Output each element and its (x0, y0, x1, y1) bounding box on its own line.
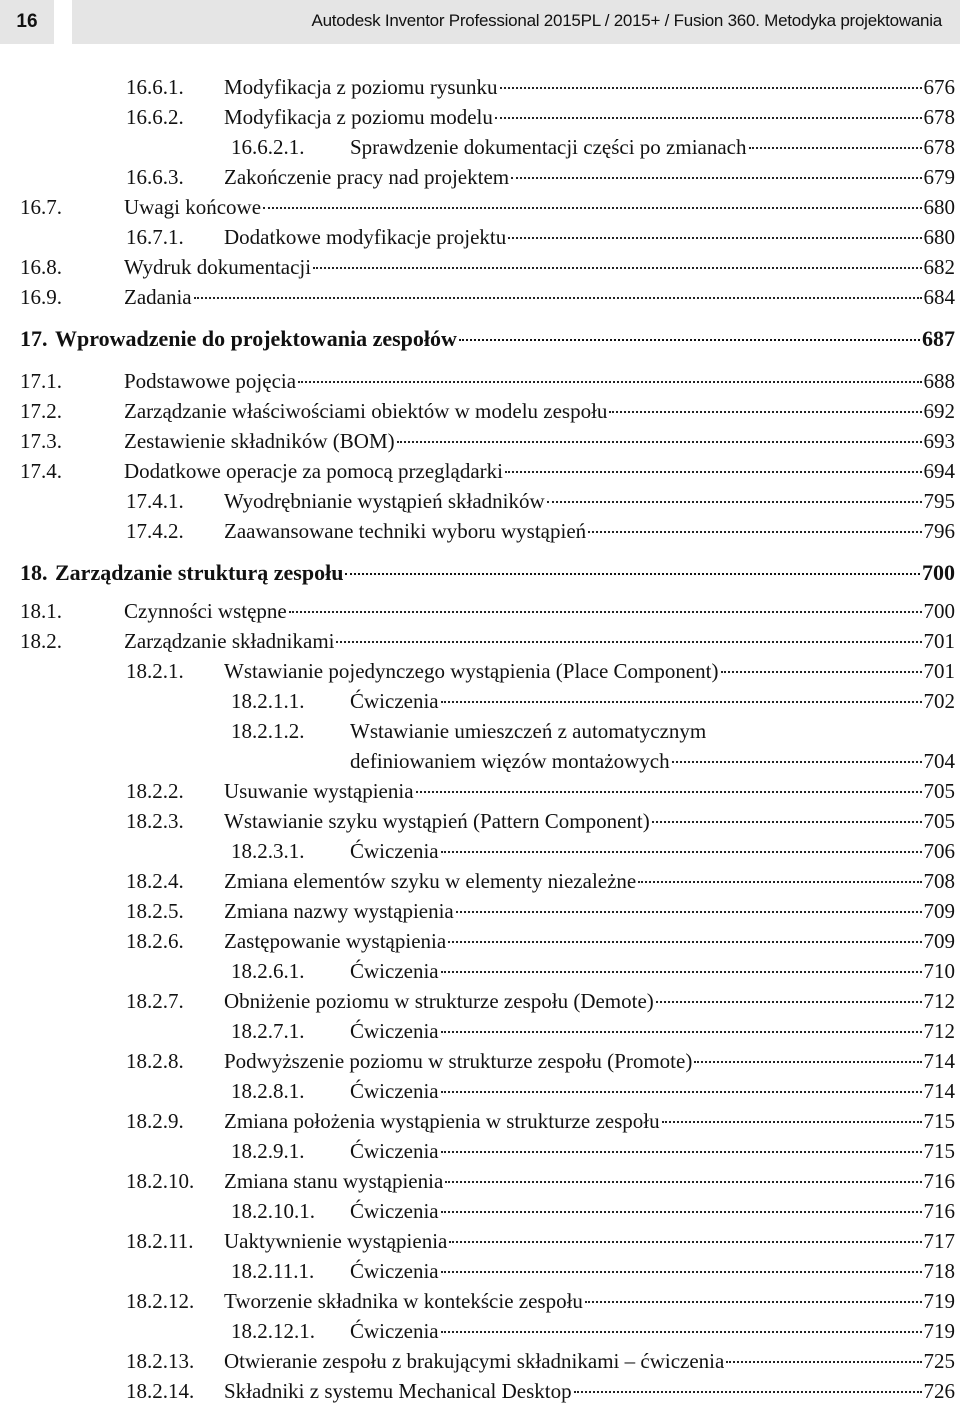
toc-entry-title: Czynności wstępne (124, 599, 287, 623)
toc-page-number: 719 (923, 1319, 955, 1343)
toc-entry (20, 596, 955, 626)
dot-leader (495, 117, 922, 119)
toc-entry-number: 18.2.7. (126, 989, 184, 1013)
toc-entry-title: Ćwiczenia (350, 1199, 439, 1223)
dot-leader (449, 1241, 921, 1243)
toc-entry (126, 1346, 955, 1376)
toc-entry (20, 192, 955, 222)
toc-page-number: 708 (923, 869, 955, 893)
dot-leader (588, 531, 921, 533)
toc-entry-title: Zarządzanie składnikami (124, 629, 335, 653)
dot-leader (263, 207, 921, 209)
toc-entry (126, 162, 955, 192)
toc-entry-title: Zmiana położenia wystąpienia w strukturze zespołu (224, 1109, 660, 1133)
dot-leader (500, 87, 922, 89)
toc-entry-title: Wprowadzenie do projektowania zespołów (55, 326, 457, 351)
toc-entry-number: 18.1. (20, 599, 62, 623)
toc-entry-number: 18.2.3. (126, 809, 184, 833)
toc-entry-title: Ćwiczenia (350, 1139, 439, 1163)
dot-leader (585, 1301, 922, 1303)
toc-entry (126, 486, 955, 516)
toc-entry-number: 18.2.4. (126, 869, 184, 893)
toc-entry (126, 1226, 955, 1256)
toc-entry-title: Zarządzanie strukturą zespołu (55, 560, 344, 585)
toc-entry-title: Zastępowanie wystąpienia (224, 929, 447, 953)
toc-entry-number: 18.2.6. (126, 929, 184, 953)
dot-leader (505, 471, 922, 473)
toc-entry-title: Wstawianie szyku wystąpień (Pattern Component) (224, 809, 650, 833)
toc-entry-number: 16.6.3. (126, 165, 184, 189)
toc-entry-title: Zestawienie składników (BOM) (124, 429, 395, 453)
toc-entry-number: 17.1. (20, 369, 62, 393)
toc-entry-number: 17.2. (20, 399, 62, 423)
dot-leader (749, 147, 922, 149)
dot-leader (441, 971, 922, 973)
toc-page-number: 687 (922, 326, 955, 351)
toc-entry-title: Dodatkowe modyfikacje projektu (224, 225, 507, 249)
toc-entry-number: 18.2.8.1. (231, 1079, 305, 1103)
toc-entry (231, 716, 955, 746)
toc-chapter-entry (20, 324, 955, 354)
toc-page-number: 709 (923, 929, 955, 953)
toc-page-number: 678 (923, 135, 955, 159)
toc-page-number: 714 (923, 1049, 955, 1073)
toc-page-number: 706 (923, 839, 955, 863)
toc-entry-number: 17.4. (20, 459, 62, 483)
dot-leader (345, 573, 920, 575)
toc-entry-continuation (350, 746, 955, 776)
toc-entry-title: Zaawansowane techniki wyboru wystąpień (224, 519, 587, 543)
toc-entry-title: Dodatkowe operacje za pomocą przeglądarki (124, 459, 503, 483)
toc-page-number: 680 (923, 225, 955, 249)
toc-entry-number: 18.2.13. (126, 1349, 195, 1373)
toc-entry (126, 222, 955, 252)
toc-entry-title: Wyodrębnianie wystąpień składników (224, 489, 545, 513)
page-header (0, 0, 960, 44)
toc-entry-number: 18.2.12. (126, 1289, 195, 1313)
toc-entry-title: Ćwiczenia (350, 839, 439, 863)
toc-page-number: 678 (923, 105, 955, 129)
toc-entry-title: Zarządzanie właściwościami obiektów w modelu zespołu (124, 399, 608, 423)
toc-entry (126, 1376, 955, 1406)
toc-entry (126, 896, 955, 926)
toc-entry-title: Podstawowe pojęcia (124, 369, 297, 393)
dot-leader (459, 339, 920, 341)
toc-entry (231, 956, 955, 986)
dot-leader (609, 411, 921, 413)
dot-leader (397, 441, 922, 443)
toc-chapter-entry (20, 558, 955, 588)
dot-leader (694, 1061, 921, 1063)
toc-entry-title: Ćwiczenia (350, 1319, 439, 1343)
dot-leader (456, 911, 922, 913)
dot-leader (508, 237, 921, 239)
dot-leader (416, 791, 922, 793)
toc-entry-number: 18.2.7.1. (231, 1019, 305, 1043)
header-tab-notch (54, 0, 72, 44)
toc-entry (20, 426, 955, 456)
toc-entry-title: Modyfikacja z poziomu modelu (224, 105, 493, 129)
toc-entry-title: Ćwiczenia (350, 689, 439, 713)
dot-leader (721, 671, 922, 673)
toc-page-number: 716 (923, 1169, 955, 1193)
toc-entry-number: 17.4.1. (126, 489, 184, 513)
toc-page-number: 716 (923, 1199, 955, 1223)
toc-entry-number: 18.2.2. (126, 779, 184, 803)
toc-entry-number: 16.7. (20, 195, 62, 219)
toc-page-number: 679 (923, 165, 955, 189)
toc-entry-title: Usuwanie wystąpienia (224, 779, 414, 803)
toc-entry (126, 1106, 955, 1136)
toc-entry (20, 366, 955, 396)
toc-page-number: 704 (923, 749, 955, 773)
toc-entry-number: 16.8. (20, 255, 62, 279)
toc-entry-number: 16.6.2. (126, 105, 184, 129)
dot-leader (441, 1091, 922, 1093)
toc-entry-title: Składniki z systemu Mechanical Desktop (224, 1379, 572, 1403)
toc-entry (126, 1166, 955, 1196)
toc-entry-number: 18.2.1.1. (231, 689, 305, 713)
dot-leader (547, 501, 922, 503)
toc-entry (231, 686, 955, 716)
toc-entry-number: 16.7.1. (126, 225, 184, 249)
dot-leader (441, 1151, 922, 1153)
toc-entry-title: Ćwiczenia (350, 1079, 439, 1103)
toc-entry-title: Uaktywnienie wystąpienia (224, 1229, 448, 1253)
dot-leader (511, 177, 921, 179)
toc-page-number: 715 (923, 1109, 955, 1133)
toc-page-number: 700 (923, 599, 955, 623)
toc-page-number: 726 (923, 1379, 955, 1403)
toc-entry (126, 776, 955, 806)
dot-leader (441, 1211, 922, 1213)
toc-page-number: 701 (923, 659, 955, 683)
toc-page-number: 680 (923, 195, 955, 219)
toc-entry (126, 926, 955, 956)
toc-entry (20, 396, 955, 426)
toc-entry-title: Sprawdzenie dokumentacji części po zmianach (350, 135, 747, 159)
toc-page-number: 702 (923, 689, 955, 713)
toc-entry-number: 17.3. (20, 429, 62, 453)
toc-page-number: 712 (923, 989, 955, 1013)
dot-leader (441, 1331, 922, 1333)
toc-entry-number: 18.2.14. (126, 1379, 195, 1403)
toc-entry-title: Zadania (124, 285, 192, 309)
toc-entry-number: 16.6.2.1. (231, 135, 305, 159)
toc-entry-title: Ćwiczenia (350, 1019, 439, 1043)
toc-entry (126, 72, 955, 102)
dot-leader (441, 1031, 922, 1033)
toc-entry (126, 866, 955, 896)
toc-page-number: 694 (923, 459, 955, 483)
dot-leader (336, 641, 921, 643)
toc-entry-number: 17.4.2. (126, 519, 184, 543)
toc-entry (126, 986, 955, 1016)
toc-entry-title: Zmiana nazwy wystąpienia (224, 899, 454, 923)
toc-entry (231, 836, 955, 866)
toc-page-number: 684 (923, 285, 955, 309)
toc-entry-title-continued: definiowaniem więzów montażowych (350, 749, 670, 773)
dot-leader (441, 1271, 922, 1273)
toc-page-number: 692 (923, 399, 955, 423)
toc-entry (20, 626, 955, 656)
dot-leader (662, 1121, 922, 1123)
toc-entry (126, 1286, 955, 1316)
toc-entry-number: 16.6.1. (126, 75, 184, 99)
toc-entry-number: 18.2.9.1. (231, 1139, 305, 1163)
toc-entry (231, 1076, 955, 1106)
dot-leader (441, 851, 922, 853)
toc-entry-title: Wydruk dokumentacji (124, 255, 312, 279)
dot-leader (448, 941, 921, 943)
toc-page-number: 700 (922, 560, 955, 585)
toc-entry-title: Otwieranie zespołu z brakującymi składnikami – ćwiczenia (224, 1349, 725, 1373)
toc-entry-title: Modyfikacja z poziomu rysunku (224, 75, 498, 99)
toc-entry-number: 18.2.1.2. (231, 719, 305, 743)
dot-leader (638, 881, 921, 883)
toc-page-number: 705 (923, 779, 955, 803)
dot-leader (194, 297, 922, 299)
toc-entry-title: Wstawianie umieszczeń z automatycznym (350, 719, 707, 743)
toc-entry-number: 18.2.10. (126, 1169, 195, 1193)
toc-entry-number: 18.2.8. (126, 1049, 184, 1073)
toc-page-number: 715 (923, 1139, 955, 1163)
dot-leader (574, 1391, 922, 1393)
toc-entry-title: Zmiana elementów szyku w elementy niezależne (224, 869, 637, 893)
running-header-title: Autodesk Inventor Professional 2015PL / 2015+ / Fusion 360. Metodyka projektowania (311, 11, 942, 30)
toc-entry-number: 18.2.12.1. (231, 1319, 315, 1343)
toc-entry-title: Zmiana stanu wystąpienia (224, 1169, 444, 1193)
toc-page-number: 714 (923, 1079, 955, 1103)
dot-leader (313, 267, 921, 269)
dot-leader (726, 1361, 921, 1363)
dot-leader (656, 1001, 922, 1003)
toc-entry (231, 1016, 955, 1046)
toc-entry-number: 18.2.9. (126, 1109, 184, 1133)
toc-entry-number: 18.2.6.1. (231, 959, 305, 983)
toc-entry-number: 17. (20, 326, 48, 351)
toc-entry (20, 252, 955, 282)
toc-entry-number: 18.2.11.1. (231, 1259, 315, 1283)
toc-entry-number: 18.2.5. (126, 899, 184, 923)
toc-page-number: 796 (923, 519, 955, 543)
toc-page-number: 701 (923, 629, 955, 653)
toc-page-number: 682 (923, 255, 955, 279)
toc-entry (231, 1196, 955, 1226)
toc-entry-title: Tworzenie składnika w kontekście zespołu (224, 1289, 583, 1313)
toc-entry (126, 102, 955, 132)
toc-page-number: 705 (923, 809, 955, 833)
toc-entry (126, 656, 955, 686)
toc-page-number: 676 (923, 75, 955, 99)
toc-page-number: 725 (923, 1349, 955, 1373)
toc-entry-number: 18.2.10.1. (231, 1199, 315, 1223)
toc-entry (231, 1316, 955, 1346)
dot-leader (298, 381, 921, 383)
toc-entry-title: Zakończenie pracy nad projektem (224, 165, 510, 189)
toc-entry-title: Obniżenie poziomu w strukturze zespołu (Demote) (224, 989, 654, 1013)
dot-leader (672, 761, 922, 763)
toc-page-number: 719 (923, 1289, 955, 1313)
toc-entry (231, 1136, 955, 1166)
toc-entry (231, 1256, 955, 1286)
toc-entry (126, 516, 955, 546)
dot-leader (441, 701, 922, 703)
toc-entry-number: 18.2.1. (126, 659, 184, 683)
toc-entry (126, 806, 955, 836)
toc-page-number: 712 (923, 1019, 955, 1043)
toc-entry (231, 132, 955, 162)
toc-entry (20, 282, 955, 312)
toc-entry (126, 1046, 955, 1076)
toc-entry-number: 18.2. (20, 629, 62, 653)
toc-page-number: 717 (923, 1229, 955, 1253)
toc-entry-title: Ćwiczenia (350, 959, 439, 983)
toc-page-number: 709 (923, 899, 955, 923)
toc-page-number: 718 (923, 1259, 955, 1283)
toc-entry (20, 456, 955, 486)
dot-leader (652, 821, 922, 823)
toc-page-number: 693 (923, 429, 955, 453)
page-number: 16 (0, 0, 54, 44)
dot-leader (289, 611, 922, 613)
toc-entry-number: 16.9. (20, 285, 62, 309)
toc-entry-title: Ćwiczenia (350, 1259, 439, 1283)
toc-entry-number: 18.2.3.1. (231, 839, 305, 863)
dot-leader (445, 1181, 921, 1183)
toc-entry-number: 18.2.11. (126, 1229, 194, 1253)
toc-entry-number: 18. (20, 560, 48, 585)
toc-entry-title: Wstawianie pojedynczego wystąpienia (Place Component) (224, 659, 719, 683)
toc-entry-title: Uwagi końcowe (124, 195, 262, 219)
toc-page-number: 710 (923, 959, 955, 983)
toc-page-number: 795 (923, 489, 955, 513)
toc-entry-title: Podwyższenie poziomu w strukturze zespołu (Promote) (224, 1049, 693, 1073)
toc-page-number: 688 (923, 369, 955, 393)
